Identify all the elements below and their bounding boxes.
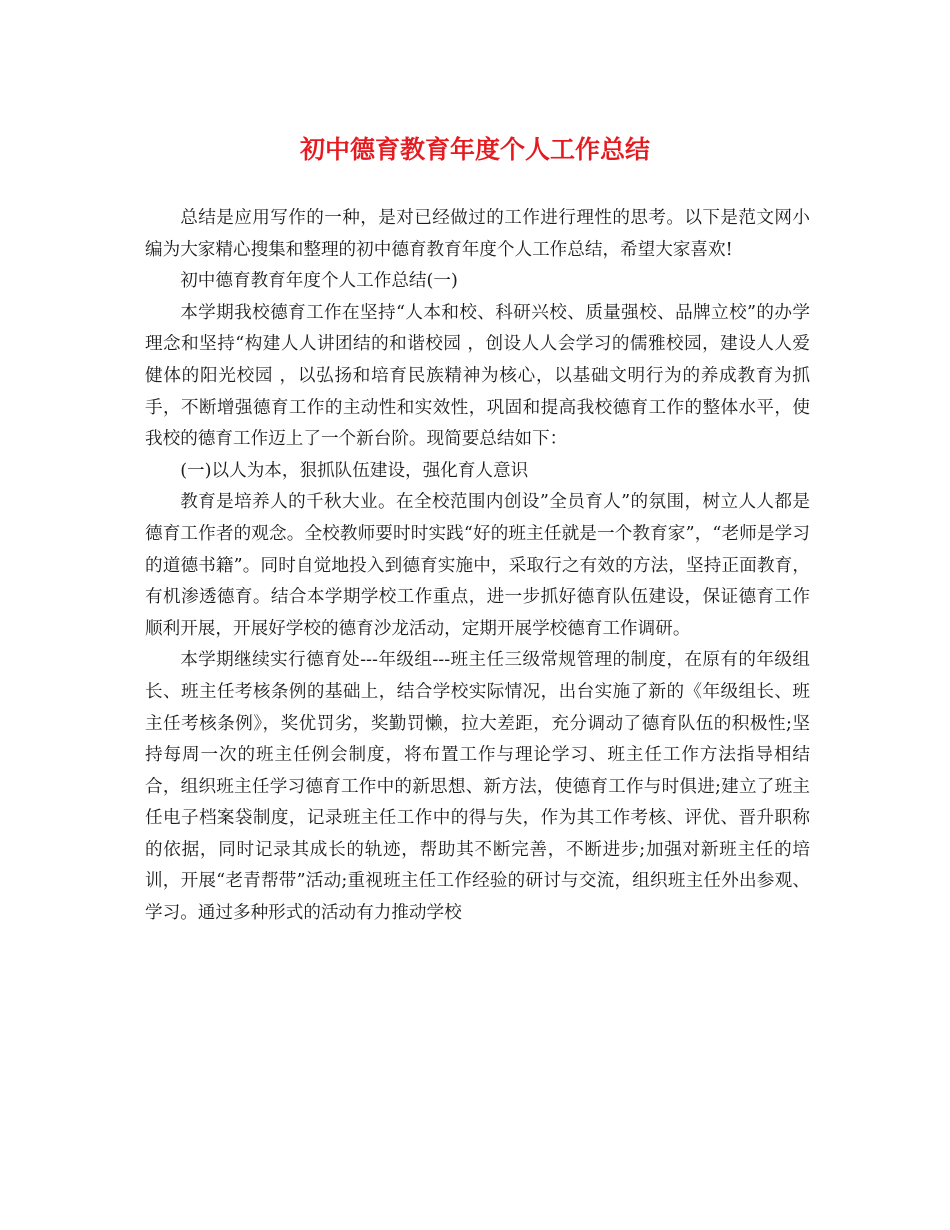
body-paragraph: 教育是培养人的千秋大业。在全校范围内创设”全员育人”的氛围，树立人人都是德育工作者的观念。全校教师要时时实践“好的班主任就是一个教育家”，“老师是学习的道德书籍”。同时自觉地投入到德育实施中，采取行之有效的方法，坚持正面教育，有机渗透德育。结合本学期学校工作重点，进一步抓好德育队伍建设，保证德育工作顺利开展，开展好学校的德育沙龙活动，定期开展学校德育工作调研。 [145, 492, 810, 639]
intro-paragraph: 总结是应用写作的一种，是对已经做过的工作进行理性的思考。以下是范文网小编为大家精心搜集和整理的初中德育教育年度个人工作总结，希望大家喜欢! [145, 208, 810, 260]
document-body [145, 203, 810, 930]
body-paragraph: 本学期继续实行德育处---年级组---班主任三级常规管理的制度，在原有的年级组长、班主任考核条例的基础上，结合学校实际情况，出台实施了新的《年级组长、班主任考核条例》，奖优罚劣，奖勤罚懒，拉大差距，充分调动了德育队伍的积极性;坚持每周一次的班主任例会制度，将布置工作与理论学习、班主任工作方法指导相结合，组织班主任学习德育工作中的新思想、新方法，使德育工作与时俱进;建立了班主任电子档案袋制度，记录班主任工作中的得与失，作为其工作考核、评优、晋升职称的依据，同时记录其成长的轨迹，帮助其不断完善，不断进步;加强对新班主任的培训，开展“老青帮带”活动;重视班主任工作经验的研讨与交流，组织班主任外出参观、学习。通过多种形式的活动有力推动学校 [145, 650, 810, 924]
document-title: 初中德育教育年度个人工作总结 [299, 135, 650, 164]
subsection-heading: (一)以人为本，狠抓队伍建设，强化育人意识 [180, 460, 529, 481]
body-paragraph: 本学期我校德育工作在坚持“人本和校、科研兴校、质量强校、品牌立校”的办学理念和坚持“构建人人讲团结的和谐校园 ，创设人人会学习的儒雅校园，建设人人爱健体的阳光校园 ，以弘扬和培育民族精神为核心，以基础文明行为的养成教育为抓手，不断增强德育工作的主动性和实效性，巩固和提高我校德育工作的整体水平，使我校的德育工作迈上了一个新台阶。现简要总结如下： [145, 302, 810, 450]
section-heading: 初中德育教育年度个人工作总结(一) [180, 271, 458, 292]
